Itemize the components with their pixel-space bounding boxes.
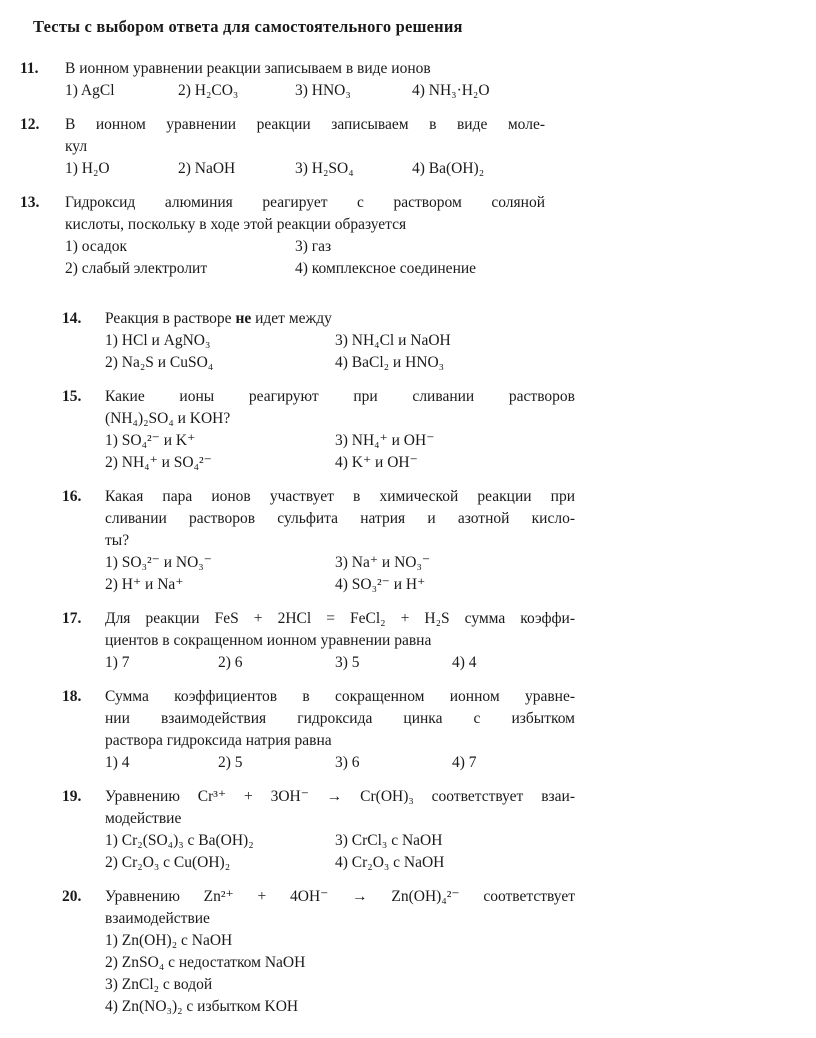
question-13-options [65, 236, 545, 280]
question-18 [62, 686, 816, 774]
question-19-number: 19. [62, 788, 82, 805]
answer-option: 4) NH₃·H₂O [412, 82, 490, 99]
question-15-text: (NH₄)₂SO₄ и KOH? [105, 410, 231, 427]
question-19 [62, 786, 816, 874]
question-17-options [105, 652, 575, 674]
answer-option: 4) Ba(OH)₂ [412, 160, 485, 177]
question-20-text: Уравнению Zn²⁺ + 4OH⁻ → Zn(OH)₄²⁻ соответствует [105, 888, 575, 905]
questions-indented-group [62, 308, 816, 1018]
question-11 [20, 58, 816, 102]
page-title: Тесты с выбором ответа для самостоятельного решения [33, 17, 463, 36]
question-14-options [105, 330, 575, 374]
question-14-text-post: идет между [251, 310, 332, 327]
question-11-options [65, 80, 545, 102]
question-14-body [105, 308, 575, 374]
question-11-body [65, 58, 545, 102]
answer-option: 4) K⁺ и OH⁻ [335, 454, 418, 471]
question-13 [20, 192, 816, 280]
answer-option: 4) комплексное соединение [295, 260, 477, 277]
answer-option: 1) H₂O [65, 160, 110, 177]
answer-option: 2) 5 [218, 754, 243, 771]
question-16-text: Какая пара ионов участвует в химической реакции при [105, 488, 575, 505]
question-20 [62, 886, 816, 1018]
question-20-body [105, 886, 575, 1018]
question-14-text-pre: Реакция в растворе [105, 310, 236, 327]
question-17-body [105, 608, 575, 674]
question-18-text: раствора гидроксида натрия равна [105, 732, 332, 749]
answer-option: 3) 6 [335, 754, 360, 771]
question-14-text-emphasis: не [235, 310, 252, 327]
question-18-body [105, 686, 575, 774]
answer-option: 1) Cr₂(SO₄)₃ с Ba(OH)₂ [105, 832, 254, 849]
answer-option: 4) BaCl₂ и HNO₃ [335, 354, 445, 371]
answer-option: 3) CrCl₃ с NaOH [335, 832, 443, 849]
question-15-text: Какие ионы реагируют при сливании растворов [105, 388, 575, 405]
answer-option: 3) HNO₃ [295, 82, 351, 99]
question-13-text: Гидроксид алюминия реагирует с раствором соляной [65, 194, 545, 211]
question-13-text: кислоты, поскольку в ходе этой реакции образуется [65, 216, 407, 233]
question-16-text: сливании растворов сульфита натрия и азотной кисло- [105, 510, 575, 527]
question-16-text: ты? [105, 532, 130, 549]
question-12-options [65, 158, 545, 180]
question-19-text: модействие [105, 810, 182, 827]
question-16-number: 16. [62, 488, 82, 505]
question-19-text: Уравнению Cr³⁺ + 3OH⁻ → Cr(OH)₃ соответствует взаи- [105, 788, 575, 805]
answer-option: 3) NH₄⁺ и OH⁻ [335, 432, 435, 449]
question-11-text: В ионном уравнении реакции записываем в виде ионов [65, 60, 431, 77]
answer-option: 3) 5 [335, 654, 360, 671]
question-12-body [65, 114, 545, 180]
answer-option: 2) Na₂S и CuSO₄ [105, 354, 214, 371]
question-18-text: нии взаимодействия гидроксида цинка с избытком [105, 710, 575, 727]
question-18-number: 18. [62, 688, 82, 705]
question-14-text [105, 308, 575, 330]
question-19-options [105, 830, 575, 874]
question-12-number: 12. [20, 116, 40, 133]
answer-option: 1) HCl и AgNO₃ [105, 332, 211, 349]
question-15 [62, 386, 816, 474]
answer-option: 2) 6 [218, 654, 243, 671]
question-15-options [105, 430, 575, 474]
question-14-number: 14. [62, 310, 82, 327]
question-12-text: В ионном уравнении реакции записываем в виде моле- [65, 116, 545, 133]
answer-option: 3) газ [295, 238, 332, 255]
answer-option: 1) 7 [105, 654, 130, 671]
question-14 [62, 308, 816, 374]
answer-option: 4) 4 [452, 654, 477, 671]
question-15-number: 15. [62, 388, 82, 405]
question-13-number: 13. [20, 194, 40, 211]
question-18-options [105, 752, 575, 774]
question-15-body [105, 386, 575, 474]
answer-option: 3) Na⁺ и NO₃⁻ [335, 554, 431, 571]
answer-option: 2) H⁺ и Na⁺ [105, 576, 184, 593]
answer-option: 2) ZnSO₄ с недостатком NaOH [105, 954, 306, 971]
question-13-body [65, 192, 545, 280]
answer-option: 1) AgCl [65, 82, 115, 99]
question-17-text: Для реакции FeS + 2HCl = FeCl₂ + H₂S сумма коэффи- [105, 610, 575, 627]
answer-option: 2) слабый электролит [65, 260, 208, 277]
answer-option: 3) NH₄Cl и NaOH [335, 332, 451, 349]
answer-option: 2) Cr₂O₃ с Cu(OH)₂ [105, 854, 231, 871]
question-20-number: 20. [62, 888, 82, 905]
answer-option: 1) Zn(OH)₂ с NaOH [105, 932, 233, 949]
question-20-options [105, 930, 575, 1018]
answer-option: 3) H₂SO₄ [295, 160, 354, 177]
answer-option: 4) 7 [452, 754, 477, 771]
question-12 [20, 114, 816, 180]
question-12-text: кул [65, 138, 88, 155]
question-17-text: циентов в сокращенном ионном уравнении равна [105, 632, 432, 649]
question-16-options [105, 552, 575, 596]
question-17 [62, 608, 816, 674]
answer-option: 2) NaOH [178, 160, 236, 177]
question-16-body [105, 486, 575, 596]
question-20-text: взаимодействие [105, 910, 210, 927]
question-16 [62, 486, 816, 596]
answer-option: 2) H₂CO₃ [178, 82, 239, 99]
answer-option: 1) SO₄²⁻ и K⁺ [105, 432, 196, 449]
question-11-number: 11. [20, 60, 39, 77]
answer-option: 1) осадок [65, 238, 128, 255]
answer-option: 4) Zn(NO₃)₂ с избытком KOH [105, 998, 299, 1015]
answer-option: 4) SO₃²⁻ и H⁺ [335, 576, 426, 593]
answer-option: 4) Cr₂O₃ с NaOH [335, 854, 445, 871]
question-17-number: 17. [62, 610, 82, 627]
answer-option: 2) NH₄⁺ и SO₄²⁻ [105, 454, 212, 471]
question-18-text: Сумма коэффициентов в сокращенном ионном уравне- [105, 688, 575, 705]
answer-option: 3) ZnCl₂ с водой [105, 976, 213, 993]
answer-option: 1) SO₃²⁻ и NO₃⁻ [105, 554, 212, 571]
answer-option: 1) 4 [105, 754, 130, 771]
question-19-body [105, 786, 575, 874]
